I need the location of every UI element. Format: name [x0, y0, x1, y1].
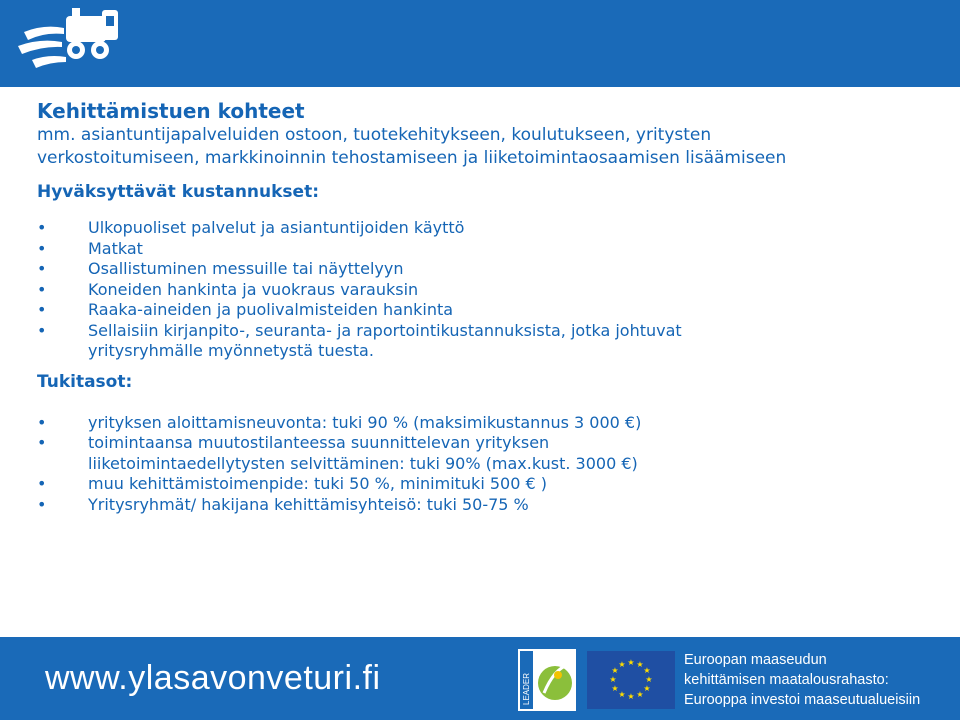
svg-text:★: ★ [627, 658, 635, 667]
list-item: • Raaka-aineiden ja puolivalmisteiden hankinta [37, 300, 454, 319]
bullet-icon: • [37, 259, 47, 278]
header-band [0, 0, 960, 87]
svg-text:★: ★ [636, 690, 644, 699]
bullet-icon: • [37, 279, 47, 299]
bullet-icon: • [37, 320, 47, 340]
leader-logo-icon [518, 649, 576, 711]
bullet-icon: • [37, 474, 47, 493]
intro-line-2: verkostoitumiseen, markkinoinnin tehostamiseen ja liiketoimintaosaamisen lisäämiseen [37, 148, 787, 168]
costs-heading: Hyväksyttävät kustannukset: [37, 182, 320, 202]
bullet-icon: • [37, 300, 47, 319]
svg-text:★: ★ [627, 692, 635, 701]
levels-heading: Tukitasot: [37, 371, 133, 392]
svg-text:★: ★ [643, 666, 651, 675]
list-item: • Matkat [37, 238, 143, 258]
svg-text:★: ★ [645, 675, 653, 684]
main-content [37, 98, 937, 515]
svg-text:★: ★ [611, 666, 619, 675]
eu-line-2: kehittämisen maatalousrahasto: [684, 672, 889, 688]
bullet-icon: • [37, 433, 47, 452]
list-item: • Ulkopuoliset palvelut ja asiantuntijoiden käyttö [37, 218, 465, 237]
list-item: • Sellaisiin kirjanpito-, seuranta- ja raportointikustannuksista, jotka johtuvat yritysryhmälle myönnetystä tuesta. [37, 320, 682, 360]
costs-list [37, 218, 937, 362]
bullet-icon: • [37, 494, 47, 514]
eu-fund-text [684, 650, 920, 710]
svg-text:★: ★ [618, 660, 626, 669]
svg-text:★: ★ [609, 675, 617, 684]
list-item: • muu kehittämistoimenpide: tuki 50 %, minimituki 500 € ) [37, 474, 547, 493]
leader-label: LEADER [522, 672, 531, 705]
footer-band [0, 637, 960, 720]
bullet-icon: • [37, 412, 47, 432]
eu-line-3: Eurooppa investoi maaseutualueisiin [684, 692, 921, 708]
list-item: • toimintaansa muutostilanteessa suunnittelevan yrityksen liiketoimintaedellytysten selvittäminen: tuki 90% (max.kust. 3000 €) [37, 433, 638, 473]
bullet-icon: • [37, 218, 47, 237]
page-title: Kehittämistuen kohteet [37, 99, 305, 123]
list-item: • Koneiden hankinta ja vuokraus varauksin [37, 279, 419, 299]
svg-text:★: ★ [636, 660, 644, 669]
svg-text:★: ★ [611, 684, 619, 693]
train-logo-icon [14, 2, 134, 77]
levels-list [37, 413, 937, 516]
eu-line-1: Euroopan maaseudun [684, 652, 827, 668]
website-link[interactable]: www.ylasavonveturi.fi [45, 659, 381, 697]
intro-line-1: mm. asiantuntijapalveluiden ostoon, tuotekehitykseen, koulutukseen, yritysten [37, 125, 712, 145]
svg-text:★: ★ [643, 684, 651, 693]
svg-text:★: ★ [618, 690, 626, 699]
eu-flag-icon [587, 651, 675, 709]
bullet-icon: • [37, 238, 47, 258]
list-item: • Osallistuminen messuille tai näyttelyyn [37, 259, 404, 278]
list-item: • yrityksen aloittamisneuvonta: tuki 90 % (maksimikustannus 3 000 €) [37, 412, 642, 432]
list-item: • Yritysryhmät/ hakijana kehittämisyhteisö: tuki 50-75 % [37, 494, 529, 514]
